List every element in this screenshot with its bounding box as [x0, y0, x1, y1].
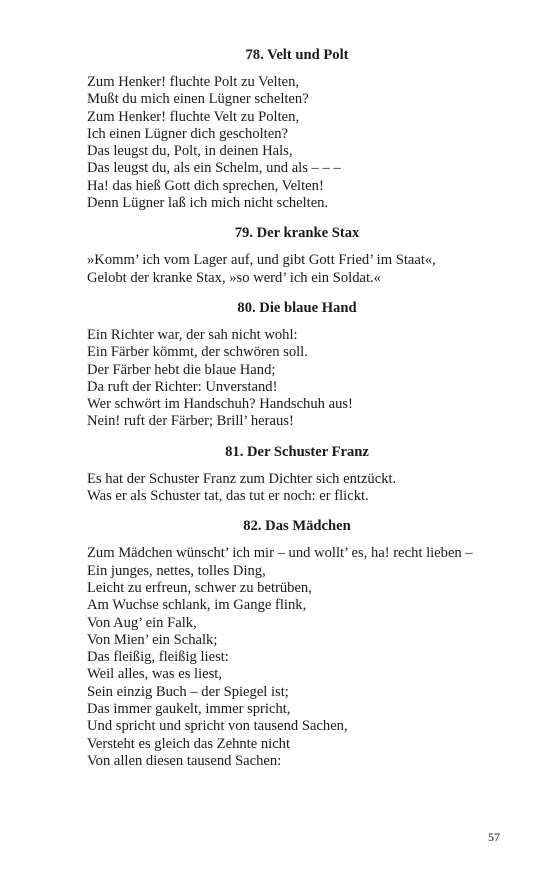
poem-title: 82. Das Mädchen: [243, 518, 351, 535]
poem-line: Leicht zu erfreun, schwer zu betrüben,: [87, 579, 312, 596]
poem-line: Gelobt der kranke Stax, »so werd’ ich ein Soldat.«: [87, 269, 381, 286]
poem-line: Von allen diesen tausend Sachen:: [87, 752, 282, 769]
poem-line: Sein einzig Buch – der Spiegel ist;: [87, 683, 289, 700]
poem-line: Und spricht und spricht von tausend Sachen,: [87, 718, 348, 735]
poem-line: Das leugst du, Polt, in deinen Hals,: [87, 143, 293, 160]
poem-line: Weil alles, was es liest,: [87, 666, 222, 683]
poem-lines: [87, 545, 507, 770]
poem-line: Ha! das hieß Gott dich sprechen, Velten!: [87, 177, 324, 194]
poem-line: Zum Henker! fluchte Polt zu Velten,: [87, 74, 300, 90]
poem-title: 79. Der kranke Stax: [234, 225, 360, 242]
poem-82: [87, 515, 507, 770]
poem-line: Am Wuchse schlank, im Gange flink,: [87, 597, 307, 614]
poem-line: Da ruft der Richter: Unverstand!: [87, 378, 278, 395]
poem-line: Mußt du mich einen Lügner schelten?: [87, 91, 309, 108]
poem-line: Das immer gaukelt, immer spricht,: [87, 701, 291, 718]
poem-line: Denn Lügner laß ich mich nicht schelten.: [87, 195, 329, 212]
poem-line: Ein Färber kömmt, der schwören soll.: [87, 344, 308, 361]
poem-lines: [87, 252, 507, 287]
poem-line: Zum Mädchen wünscht’ ich mir – und wollt’ es, ha! recht lieben –: [87, 545, 473, 562]
poem-80: [87, 297, 507, 431]
poem-line: Nein! ruft der Färber; Brill’ heraus!: [87, 413, 294, 430]
poem-lines: [87, 327, 507, 431]
poem-line: Ein junges, nettes, tolles Ding,: [87, 562, 266, 579]
poem-line: Von Mien’ ein Schalk;: [87, 631, 218, 648]
poem-line: Wer schwört im Handschuh? Handschuh aus!: [87, 396, 353, 413]
poem-line: Zum Henker! fluchte Velt zu Polten,: [87, 108, 300, 125]
poem-78: [87, 44, 507, 212]
poem-line: Ein Richter war, der sah nicht wohl:: [87, 326, 298, 343]
page-content: [87, 44, 507, 780]
poem-line: Das leugst du, als ein Schelm, und als – – –: [87, 160, 341, 177]
poem-lines: [87, 471, 507, 506]
page-number: 57: [488, 830, 500, 844]
poem-title: 78. Velt und Polt: [245, 47, 349, 63]
poem-line: Ich einen Lügner dich gescholten?: [87, 125, 288, 142]
poem-lines: [87, 74, 507, 212]
poem-79: [87, 222, 507, 287]
poem-line: Der Färber hebt die blaue Hand;: [87, 361, 276, 378]
poem-line: »Komm’ ich vom Lager auf, und gibt Gott Fried’ im Staat«,: [87, 252, 436, 269]
poem-line: Das fleißig, fleißig liest:: [87, 649, 229, 666]
poem-line: Es hat der Schuster Franz zum Dichter sich entzückt.: [87, 470, 397, 487]
poem-line: Was er als Schuster tat, das tut er noch: er flickt.: [87, 488, 369, 505]
poem-title: 81. Der Schuster Franz: [225, 443, 369, 460]
poem-title: 80. Die blaue Hand: [237, 299, 357, 316]
poem-line: Versteht es gleich das Zehnte nicht: [87, 735, 291, 752]
poem-81: [87, 441, 507, 506]
poem-line: Von Aug’ ein Falk,: [87, 614, 197, 631]
